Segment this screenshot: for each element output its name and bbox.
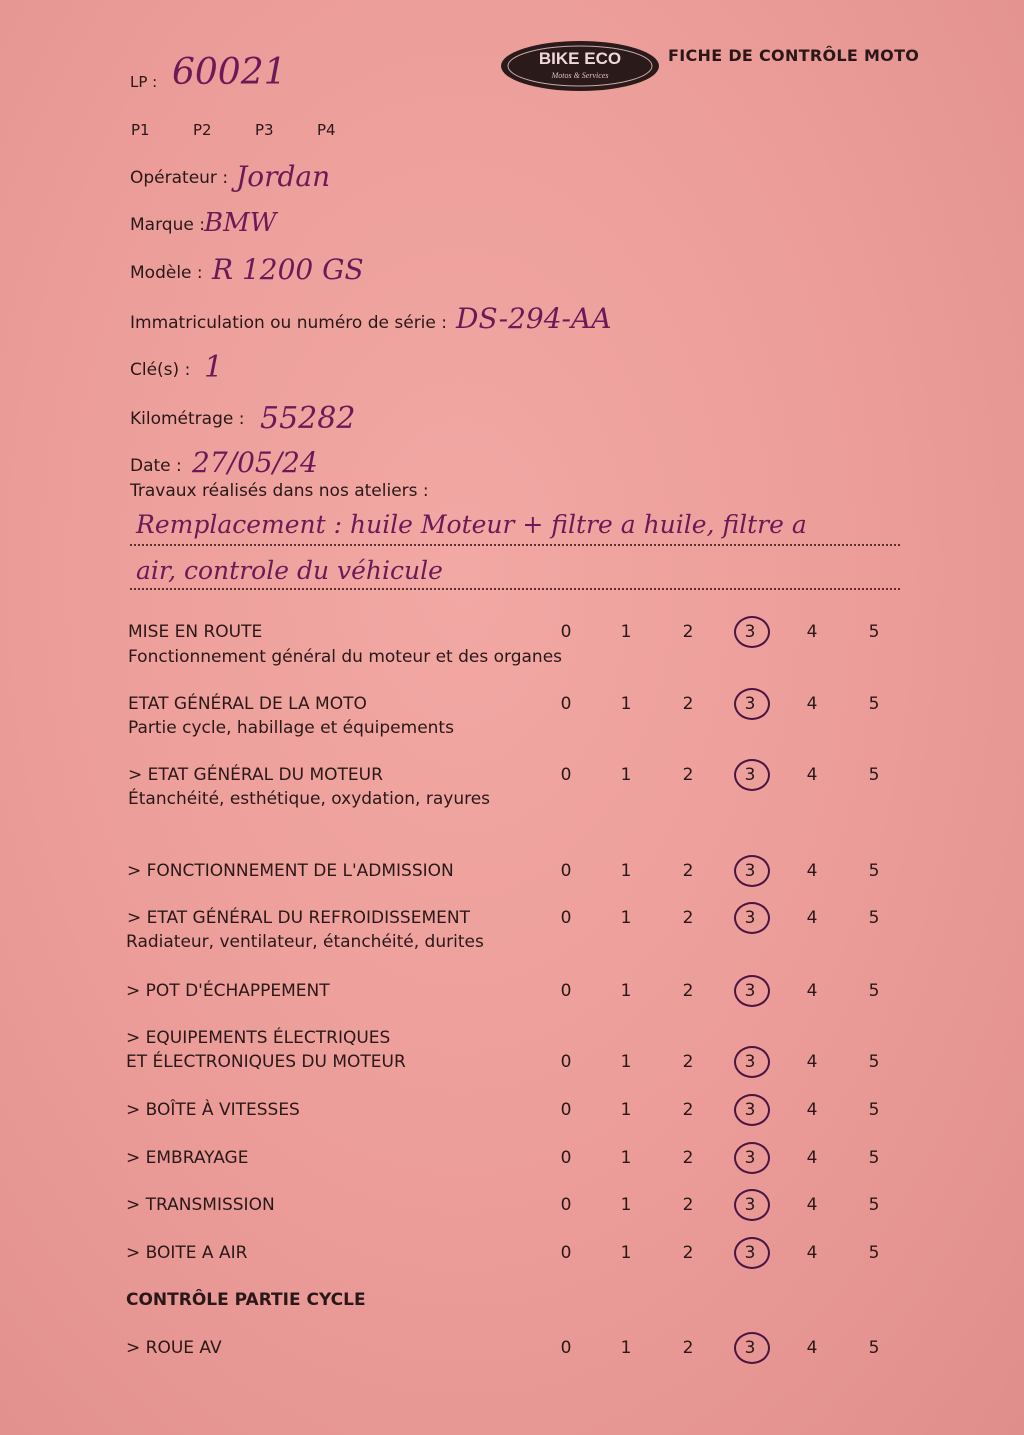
rating-option-3[interactable]: 3	[744, 1195, 756, 1215]
check-title: > ETAT GÉNÉRAL DU MOTEUR	[128, 765, 383, 785]
check-title: > BOÎTE À VITESSES	[126, 1100, 300, 1120]
rating-option-4[interactable]: 4	[806, 765, 818, 785]
rating-option-2[interactable]: 2	[682, 861, 694, 881]
bike-eco-logo	[500, 40, 660, 92]
rating-option-5[interactable]: 5	[868, 1243, 880, 1263]
rating-option-5[interactable]: 5	[868, 694, 880, 714]
rating-option-1[interactable]: 1	[620, 1100, 632, 1120]
rating-option-0[interactable]: 0	[560, 1052, 572, 1072]
rating-option-5[interactable]: 5	[868, 1100, 880, 1120]
rating-option-3[interactable]: 3	[744, 981, 756, 1001]
cles-label: Clé(s) :	[130, 360, 191, 380]
rating-option-0[interactable]: 0	[560, 765, 572, 785]
operateur-label: Opérateur :	[130, 168, 229, 188]
rating-option-2[interactable]: 2	[682, 765, 694, 785]
travaux-line-2: air, controle du véhicule	[136, 556, 443, 585]
rating-option-4[interactable]: 4	[806, 908, 818, 928]
cles-value: 1	[204, 350, 224, 385]
rating-option-5[interactable]: 5	[868, 908, 880, 928]
rating-option-3[interactable]: 3	[744, 1243, 756, 1263]
marque-label: Marque :	[130, 215, 205, 235]
position-p1: P1	[131, 121, 150, 139]
check-title: > POT D'ÉCHAPPEMENT	[126, 981, 330, 1001]
rating-option-4[interactable]: 4	[806, 622, 818, 642]
rating-option-2[interactable]: 2	[682, 908, 694, 928]
rating-option-2[interactable]: 2	[682, 1052, 694, 1072]
rating-option-2[interactable]: 2	[682, 1100, 694, 1120]
rating-option-5[interactable]: 5	[868, 622, 880, 642]
kilometrage-value: 55282	[260, 401, 356, 436]
travaux-dotted-line-1	[130, 544, 900, 546]
rating-option-0[interactable]: 0	[560, 861, 572, 881]
travaux-line-1: Remplacement : huile Moteur + filtre a huile, filtre a	[136, 510, 807, 539]
selected-rating-circle	[734, 855, 770, 887]
rating-option-3[interactable]: 3	[744, 1148, 756, 1168]
position-p4: P4	[317, 121, 336, 139]
rating-option-3[interactable]: 3	[744, 1338, 756, 1358]
rating-option-4[interactable]: 4	[806, 1148, 818, 1168]
rating-option-4[interactable]: 4	[806, 981, 818, 1001]
rating-option-2[interactable]: 2	[682, 1338, 694, 1358]
selected-rating-circle	[734, 759, 770, 791]
rating-option-3[interactable]: 3	[744, 1052, 756, 1072]
rating-option-1[interactable]: 1	[620, 1052, 632, 1072]
modele-value: R 1200 GS	[212, 253, 364, 286]
rating-option-0[interactable]: 0	[560, 1148, 572, 1168]
logo-subtitle: Motos & Services	[551, 71, 609, 80]
check-subtitle: Radiateur, ventilateur, étanchéité, durites	[126, 932, 484, 952]
selected-rating-circle	[734, 975, 770, 1007]
check-title: > BOITE A AIR	[126, 1243, 248, 1263]
lp-value: 60021	[172, 52, 287, 93]
rating-option-4[interactable]: 4	[806, 1195, 818, 1215]
check-title: MISE EN ROUTE	[128, 622, 263, 642]
rating-option-3[interactable]: 3	[744, 694, 756, 714]
rating-option-1[interactable]: 1	[620, 694, 632, 714]
rating-option-5[interactable]: 5	[868, 1195, 880, 1215]
rating-option-1[interactable]: 1	[620, 1243, 632, 1263]
page-title: FICHE DE CONTRÔLE MOTO	[668, 46, 920, 65]
check-title: > ROUE AV	[126, 1338, 222, 1358]
rating-option-5[interactable]: 5	[868, 861, 880, 881]
kilometrage-label: Kilométrage :	[130, 409, 245, 429]
selected-rating-circle	[734, 902, 770, 934]
rating-option-5[interactable]: 5	[868, 981, 880, 1001]
rating-option-4[interactable]: 4	[806, 694, 818, 714]
lp-label: LP :	[130, 73, 158, 91]
rating-option-2[interactable]: 2	[682, 1148, 694, 1168]
immat-value: DS-294-AA	[456, 302, 612, 335]
section-heading-cycle: CONTRÔLE PARTIE CYCLE	[126, 1290, 366, 1310]
selected-rating-circle	[734, 1332, 770, 1364]
selected-rating-circle	[734, 1046, 770, 1078]
check-subtitle: Étanchéité, esthétique, oxydation, rayures	[128, 789, 491, 809]
check-title: > EQUIPEMENTS ÉLECTRIQUES	[126, 1028, 391, 1048]
rating-option-0[interactable]: 0	[560, 908, 572, 928]
position-p3: P3	[255, 121, 274, 139]
logo-text: BIKE ECO	[538, 49, 622, 68]
rating-option-0[interactable]: 0	[560, 1338, 572, 1358]
rating-option-5[interactable]: 5	[868, 1148, 880, 1168]
rating-option-0[interactable]: 0	[560, 1243, 572, 1263]
check-title: > EMBRAYAGE	[126, 1148, 249, 1168]
position-p2: P2	[193, 121, 212, 139]
rating-option-3[interactable]: 3	[744, 1100, 756, 1120]
rating-option-2[interactable]: 2	[682, 1243, 694, 1263]
marque-value: BMW	[204, 208, 277, 238]
rating-option-2[interactable]: 2	[682, 1195, 694, 1215]
rating-option-1[interactable]: 1	[620, 622, 632, 642]
rating-option-0[interactable]: 0	[560, 981, 572, 1001]
check-subtitle: Partie cycle, habillage et équipements	[128, 718, 454, 738]
rating-option-1[interactable]: 1	[620, 1195, 632, 1215]
selected-rating-circle	[734, 616, 770, 648]
rating-option-2[interactable]: 2	[682, 981, 694, 1001]
rating-option-4[interactable]: 4	[806, 1100, 818, 1120]
selected-rating-circle	[734, 688, 770, 720]
rating-option-0[interactable]: 0	[560, 694, 572, 714]
rating-option-4[interactable]: 4	[806, 1052, 818, 1072]
check-title: > FONCTIONNEMENT DE L'ADMISSION	[127, 861, 454, 881]
rating-option-0[interactable]: 0	[560, 622, 572, 642]
selected-rating-circle	[734, 1094, 770, 1126]
date-value: 27/05/24	[192, 446, 318, 479]
modele-label: Modèle :	[130, 263, 203, 283]
operateur-value: Jordan	[236, 160, 331, 193]
selected-rating-circle	[734, 1142, 770, 1174]
rating-option-3[interactable]: 3	[744, 908, 756, 928]
rating-option-1[interactable]: 1	[620, 765, 632, 785]
rating-option-2[interactable]: 2	[682, 622, 694, 642]
immat-label: Immatriculation ou numéro de série :	[130, 313, 447, 333]
rating-option-3[interactable]: 3	[744, 765, 756, 785]
rating-option-0[interactable]: 0	[560, 1100, 572, 1120]
check-title: > ETAT GÉNÉRAL DU REFROIDISSEMENT	[127, 908, 470, 928]
date-label: Date :	[130, 456, 182, 476]
selected-rating-circle	[734, 1189, 770, 1221]
rating-option-1[interactable]: 1	[620, 1338, 632, 1358]
rating-option-3[interactable]: 3	[744, 861, 756, 881]
rating-option-5[interactable]: 5	[868, 765, 880, 785]
rating-option-1[interactable]: 1	[620, 1148, 632, 1168]
rating-option-1[interactable]: 1	[620, 861, 632, 881]
rating-option-4[interactable]: 4	[806, 1338, 818, 1358]
check-title: > TRANSMISSION	[126, 1195, 275, 1215]
rating-option-5[interactable]: 5	[868, 1338, 880, 1358]
rating-option-5[interactable]: 5	[868, 1052, 880, 1072]
selected-rating-circle	[734, 1237, 770, 1269]
rating-option-3[interactable]: 3	[744, 622, 756, 642]
rating-option-1[interactable]: 1	[620, 908, 632, 928]
rating-option-0[interactable]: 0	[560, 1195, 572, 1215]
travaux-label: Travaux réalisés dans nos ateliers :	[130, 481, 429, 501]
check-title-line-2: ET ÉLECTRONIQUES DU MOTEUR	[126, 1052, 406, 1072]
rating-option-4[interactable]: 4	[806, 861, 818, 881]
rating-option-2[interactable]: 2	[682, 694, 694, 714]
check-title: ETAT GÉNÉRAL DE LA MOTO	[128, 694, 367, 714]
check-subtitle: Fonctionnement général du moteur et des organes	[128, 647, 563, 667]
rating-option-1[interactable]: 1	[620, 981, 632, 1001]
rating-option-4[interactable]: 4	[806, 1243, 818, 1263]
travaux-dotted-line-2	[130, 588, 900, 590]
